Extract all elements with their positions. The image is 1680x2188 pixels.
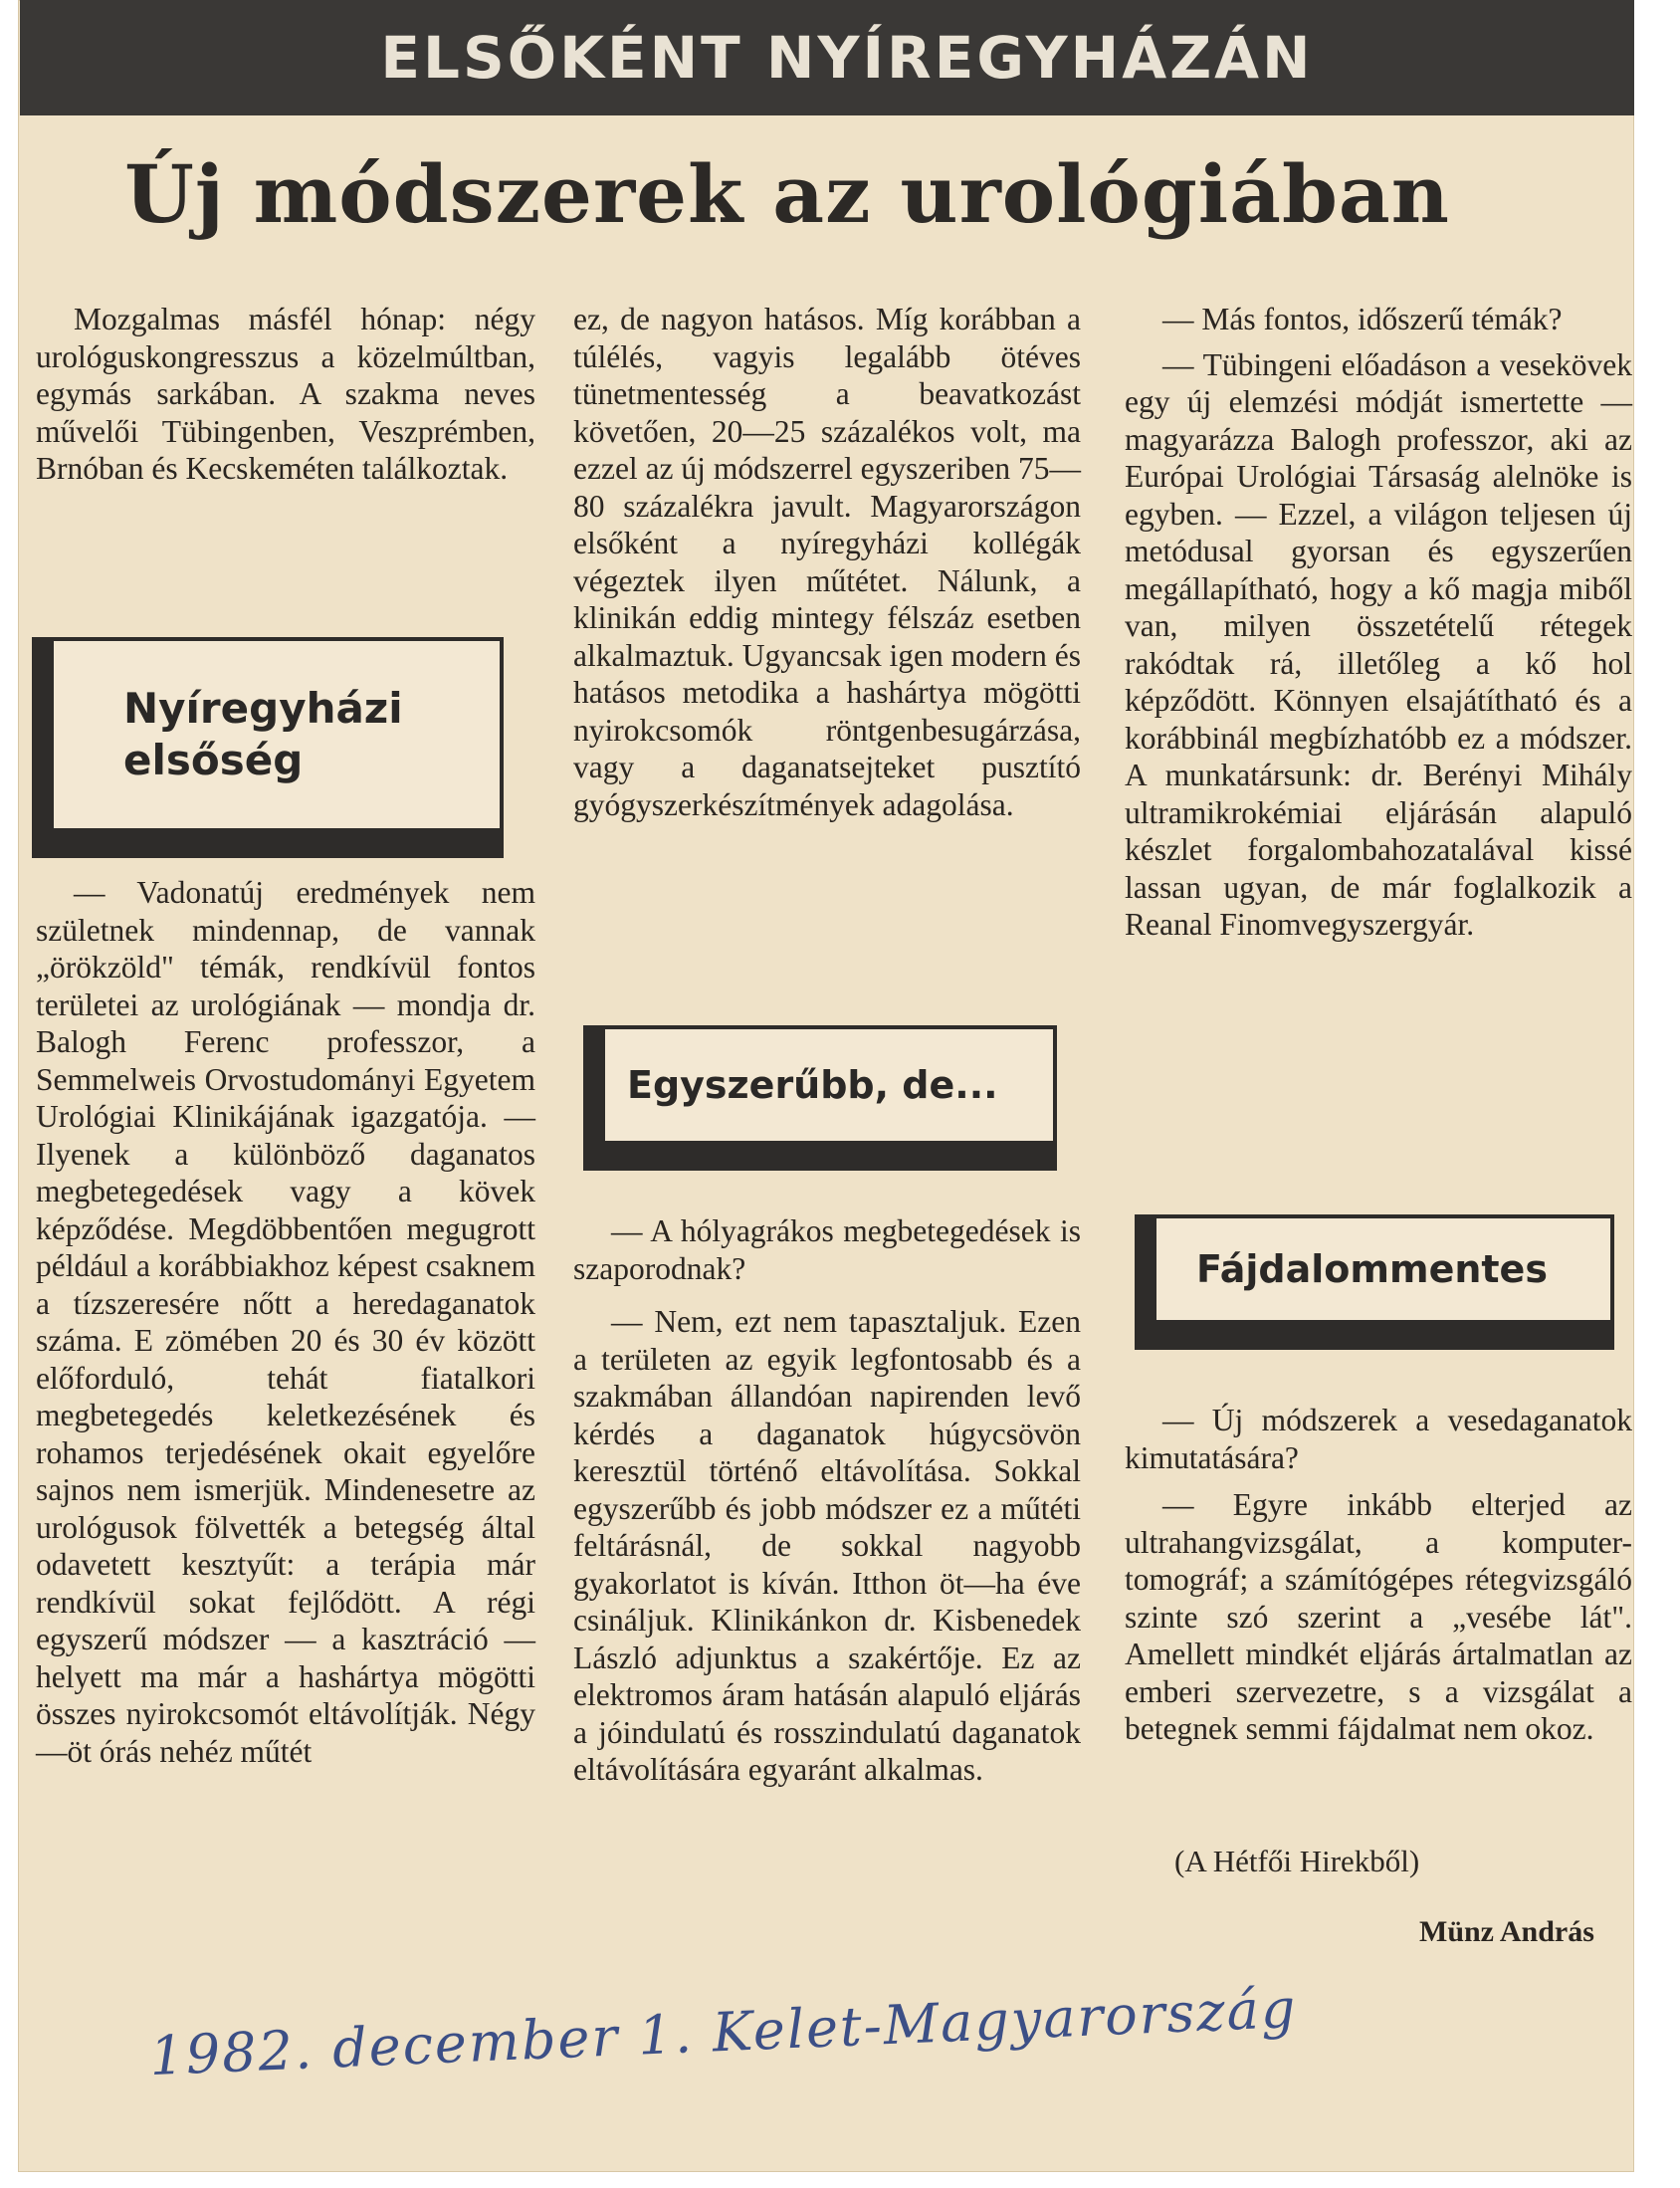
continued-paragraph: ez, de nagyon hatásos. Míg korábban a túlélés, vagyis legalább ötéves tünetmentesség a beavatkozást követően, 20—25 százalékos volt, ma ezzel az új módszerrel egyszeriben 75—80 százalékra javult. Magyarországon elsőként a nyíregyházi kollégák végeztek ilyen műtétet. Nálunk, a klinikán eddig mintegy félszáz esetben alkalmaztuk. Ugyancsak igen modern és hatásos metodika a hashártya mögötti nyirokcsomók röntgenbesugárzása, vagy a daganatsejteket pusztító gyógyszerkészítmények adagolása. — [573, 302, 1081, 822]
handwritten-date-note: 1982. december 1. Kelet-Magyarország — [148, 1976, 1299, 2088]
column-1-intro — [36, 301, 535, 488]
column-1-body — [36, 874, 535, 1770]
author-byline: Münz András — [1419, 1915, 1594, 1948]
subhead-egyszerubb: Egyszerűbb, de... — [627, 1063, 998, 1107]
source-credit: (A Hétfői Hirekből) — [1174, 1844, 1420, 1878]
answer-paragraph: — Tübingeni előadáson a vesekövek egy új elemzési módját ismertette — magyarázza Balogh professzor, aki az Európai Urológiai Társaság alelnöke is egyben. — Ezzel, a világon teljesen új metódusal gyorsan és egyszerűen megállapítható, hogy a kő magja miből van, milyen összetételű rétegek rakódtak rá, illetőleg a kő hol képződött. Könnyen elsajátítható és a korábbinál megbízhatóbb ez a módszer. A munkatársunk: dr. Berényi Mihály ultramikrokémiai eljárásán alapuló készlet forgalombahozatalával kissé lassan ugyan, de már foglalkozik a Reanal Finomvegyszergyár. — [1125, 346, 1632, 942]
intro-paragraph: Mozgalmas másfél hónap: négy urológuskongresszus a közelmúltban, egymás sarkában. A szakma neves művelői Tübingenben, Veszprémben, Brnóban és Kecskeméten találkoztak. — [36, 302, 535, 486]
rubric-text: ELSŐKÉNT NYÍREGYHÁZÁN — [380, 24, 1314, 92]
subhead-box-nyiregyhazi — [32, 637, 504, 858]
body-paragraph: — Vadonatúj eredmények nem születnek mindennap, de vannak „örökzöld" témák, rendkívül fontos területei az urológiának — mondja dr. Balogh Ferenc professzor, a Semmelweis Orvostudományi Egyetem Urológiai Klinikájának igazgatója. — Ilyenek a különböző daganatos megbetegedések vagy a kövek képződése. Megdöbbentően megugrott például a korábbiakhoz képest csaknem a tízszeresére nőtt a heredaganatok száma. E zömében 20 és 30 év között előforduló, tehát fiatalkori megbetegedés keletkezésének és rohamos terjedésének okait egyelőre sajnos nem ismerjük. Mindenesetre az urológusok fölvették a betegség által odavetett kesztyűt: a terápia már rendkívül sokat fejlődött. A régi egyszerű módszer — a kasztráció — helyett ma már a hashártya mögötti összes nyirokcsomót eltávolítják. Négy—öt órás nehéz műtét — [36, 875, 535, 1769]
column-2-bottom — [573, 1212, 1081, 1789]
answer-paragraph: — Egyre inkább elterjed az ultrahangvizsgálat, a komputer-tomográf; a számítógépes rétegvizsgáló szinte szó szerint a „vesébe lát". Amellett mindkét eljárás ártalmatlan az emberi szervezetre, s a vizsgálat a betegnek semmi fájdalmat nem okoz. — [1125, 1487, 1632, 1746]
subhead-box-egyszerubb — [583, 1025, 1057, 1171]
subhead-line-2: elsőség — [123, 736, 304, 784]
subhead-line-1: Nyíregyházi — [123, 684, 403, 733]
subhead-box-fajdalommentes — [1135, 1214, 1614, 1350]
subhead-fajdalommentes: Fájdalommentes — [1196, 1247, 1548, 1291]
question-paragraph: — Más fontos, időszerű témák? — [1162, 302, 1563, 336]
column-2-top — [573, 301, 1081, 823]
answer-paragraph: — Nem, ezt nem tapasztaljuk. Ezen a területen az egyik legfontosabb és a szakmában állandóan napirenden levő kérdés a daganatok húgycsövön keresztül történő eltávolítása. Sokkal egyszerűbb és jobb módszer ez a műtéti feltárásnál, de sokkal nagyobb gyakorlatot is kíván. Itthon öt—ha éve csináljuk. Klinikánkon dr. Kisbenedek László adjunktus a szakértője. Ez az elektromos áram hatásán alapuló eljárás a jóindulatú és rosszindulatú daganatok eltávolítására egyaránt alkalmas. — [573, 1304, 1081, 1787]
question-paragraph: — A hólyagrákos megbetegedések is szaporodnak? — [573, 1213, 1081, 1286]
section-rubric — [20, 0, 1634, 115]
column-3-bottom — [1125, 1402, 1632, 1748]
question-paragraph: — Új módszerek a vesedaganatok kimutatására? — [1125, 1403, 1632, 1475]
column-3-top — [1125, 301, 1632, 944]
article-headline: Új módszerek az urológiában — [124, 147, 1450, 241]
